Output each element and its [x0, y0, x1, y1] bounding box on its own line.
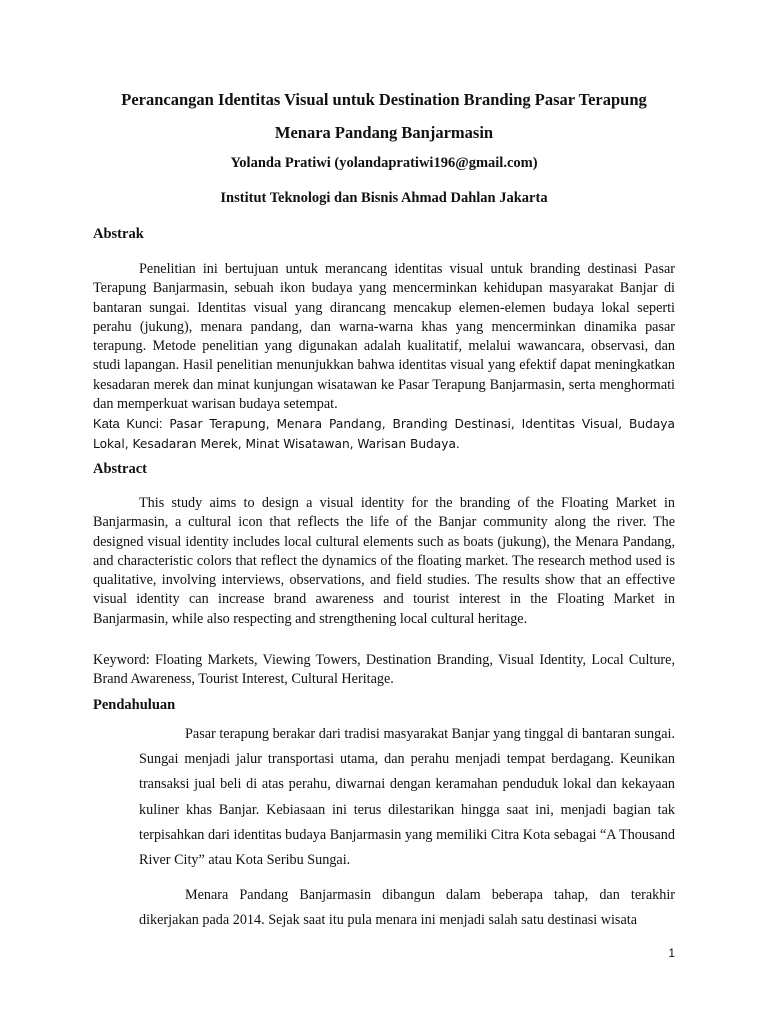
abstrak-heading: Abstrak	[93, 226, 144, 242]
paper-title	[70, 83, 698, 149]
abstract-paragraph: This study aims to design a visual identity for the branding of the Floating Market in Banjarmasin, a cultural icon that reflects the life of the Banjar community along the river. The designed visual identity includes local cultural elements such as boats (jukung), the Menara Pandang, and characteristic colors that reflect the dynamics of the floating market. The research method used is qualitative, involving interviews, observations, and field studies. The results show that an effective visual identity can increase brand awareness and tourist interest in the Floating Market in Banjarmasin, while also respecting and strengthening local cultural heritage.	[93, 495, 675, 627]
institution-line: Institut Teknologi dan Bisnis Ahmad Dahlan Jakarta	[220, 190, 548, 206]
abstrak-paragraph: Penelitian ini bertujuan untuk merancang identitas visual untuk branding destinasi Pasar Terapung Banjarmasin, sebuah ikon budaya yang mencerminkan kehidupan masyarakat Banjar di bantaran sungai. Identitas visual yang dirancang mencakup elemen-elemen budaya lokal seperti perahu (jukung), menara pandang, dan warna-warna khas yang mencerminkan dinamika pasar terapung. Metode penelitian yang digunakan adalah kualitatif, melalui wawancara, observasi, dan studi lapangan. Hasil penelitian menunjukkan bahwa identitas visual yang efektif dapat meningkatkan kesadaran merek dan minat kunjungan wisatawan ke Pasar Terapung Banjarmasin, serta menghormati dan memperkuat warisan budaya setempat.	[93, 261, 675, 413]
kata-kunci-label: Kata Kunci:	[93, 416, 163, 431]
pendahuluan-paragraph-2: Menara Pandang Banjarmasin dibangun dalam beberapa tahap, dan terakhir dikerjakan pada 2014. Sejak saat itu pula menara ini menjadi salah satu destinasi wisata	[139, 887, 675, 929]
paper-title-line-2: Menara Pandang Banjarmasin	[274, 123, 494, 142]
kata-kunci-line	[93, 414, 675, 454]
abstract-heading: Abstract	[93, 461, 147, 477]
pendahuluan-heading: Pendahuluan	[93, 697, 176, 713]
kata-kunci-text: Pasar Terapung, Menara Pandang, Branding Destinasi, Identitas Visual, Budaya Lokal, Kesadaran Merek, Minat Wisatawan, Warisan Budaya.	[93, 417, 675, 451]
paper-title-line-1: Perancangan Identitas Visual untuk Destination Branding Pasar Terapung	[121, 90, 647, 109]
keyword-line: Keyword: Floating Markets, Viewing Towers, Destination Branding, Visual Identity, Local Culture, Brand Awareness, Tourist Interest, Cultural Heritage.	[93, 652, 675, 688]
pendahuluan-paragraph-1: Pasar terapung berakar dari tradisi masyarakat Banjar yang tinggal di bantaran sungai. Sungai menjadi jalur transportasi utama, dan perahu menjadi tempat berdagang. Keunikan transaksi jual beli di atas perahu, diwarnai dengan keramahan penduduk lokal dan kekayaan kuliner khas Banjar. Kebiasaan ini terus dilestarikan hingga saat ini, menjadi bagian tak terpisahkan dari identitas budaya Banjarmasin yang memiliki Citra Kota sebagai “A Thousand River City” atau Kota Seribu Sungai.	[139, 726, 675, 869]
author-line: Yolanda Pratiwi (yolandapratiwi196@gmail.com)	[230, 155, 538, 171]
page-number: 1	[668, 946, 675, 960]
